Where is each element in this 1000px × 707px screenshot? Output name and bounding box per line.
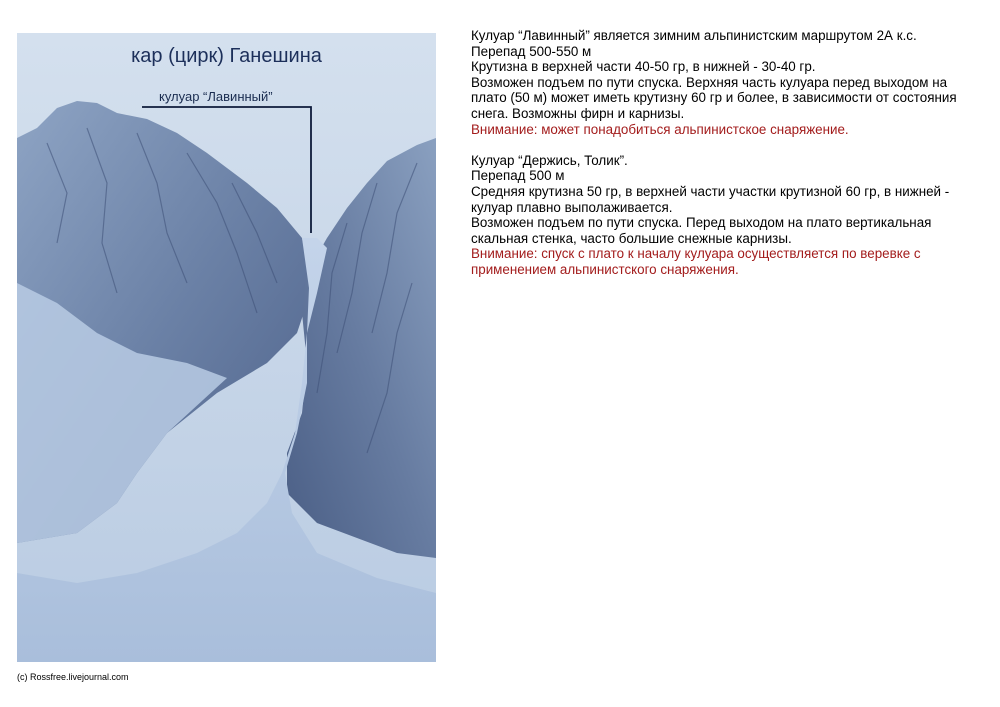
- route-line: Возможен подъем по пути спуска. Перед выходом на плато вертикальная скальная стенка, часто большие снежные карнизы.: [471, 215, 932, 246]
- route-descriptions: [471, 28, 986, 278]
- route-line: Перепад 500-550 м: [471, 43, 592, 59]
- route-hold-on-tolik: [471, 153, 986, 278]
- route-line: Перепад 500 м: [471, 168, 565, 184]
- mountain-photo: [17, 33, 436, 662]
- mountain-illustration: [17, 33, 436, 662]
- route-warning: Внимание: спуск с плато к началу кулуара осуществляется по веревке с применением альпинистского снаряжения.: [471, 246, 921, 277]
- route-warning: Внимание: может понадобиться альпинистское снаряжение.: [471, 121, 849, 137]
- photo-title: кар (цирк) Ганешина: [131, 45, 322, 67]
- spacer: [471, 137, 986, 153]
- copyright: (c) Rossfree.livejournal.com: [17, 672, 129, 682]
- route-line: Кулуар “Держись, Толик”.: [471, 152, 628, 168]
- route-avalanche: [471, 28, 986, 137]
- couloir-label: кулуар “Лавинный”: [159, 89, 273, 104]
- route-line: Средняя крутизна 50 гр, в верхней части участки крутизной 60 гр, в нижней - кулуар плавно выполаживается.: [471, 183, 950, 215]
- route-line: Возможен подъем по пути спуска. Верхняя часть кулуара перед выходом на плато (50 м) может иметь крутизну 60 гр и более, в зависимости от состояния снега. Возможны фирн и карнизы.: [471, 74, 957, 121]
- route-line: Крутизна в верхней части 40-50 гр, в нижней - 30-40 гр.: [471, 59, 816, 75]
- route-line: Кулуар “Лавинный” является зимним альпинистским маршрутом 2А к.с.: [471, 28, 917, 43]
